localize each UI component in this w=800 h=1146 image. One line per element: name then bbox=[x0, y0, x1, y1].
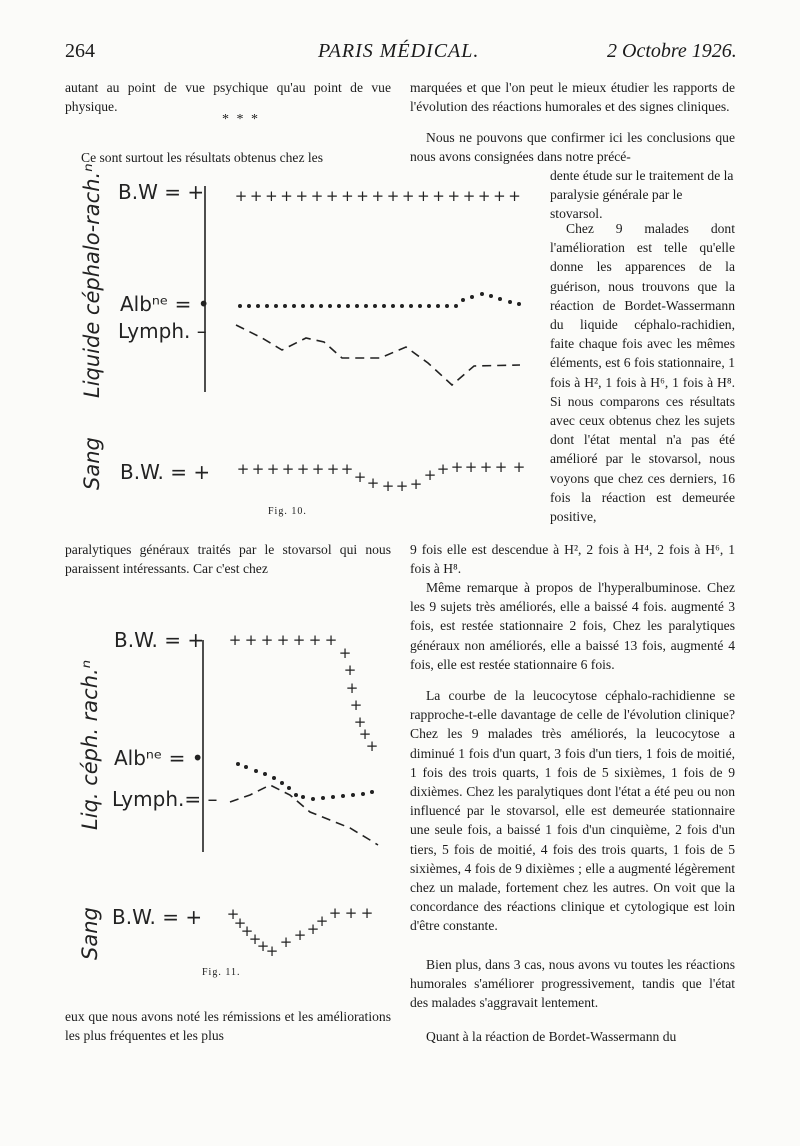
fig11-bw-blood-mark: + bbox=[265, 942, 279, 960]
right-paragraph-2a: Nous ne pouvons que confirmer ici les conclusions que nous avons consignées dans notre précé- bbox=[410, 130, 735, 165]
left-paragraph-1: autant au point de vue psychique qu'au point de vue physique. bbox=[65, 80, 391, 115]
fig10-bw-csf-mark: + bbox=[310, 187, 324, 205]
fig11-lymph-series bbox=[230, 785, 378, 845]
fig11-alb-mark bbox=[263, 772, 267, 776]
fig10-bw-csf-mark: + bbox=[462, 187, 476, 205]
fig11-alb-mark bbox=[280, 781, 284, 785]
fig10-bw-blood-mark: + bbox=[479, 458, 493, 476]
fig11-alb-mark bbox=[321, 796, 325, 800]
fig10-bw-csf-mark: + bbox=[386, 187, 400, 205]
fig10-bw-csf-mark: + bbox=[508, 187, 521, 205]
fig11-bw-csf-mark: + bbox=[365, 737, 379, 755]
fig11-bw-blood-mark: + bbox=[240, 922, 254, 940]
fig11-bw-blood-mark: + bbox=[279, 933, 293, 951]
fig11-alb-mark bbox=[351, 793, 355, 797]
fig10-bw-csf-mark: + bbox=[417, 187, 430, 205]
fig11-bw-blood-mark: + bbox=[226, 905, 240, 923]
fig10-bw-csf-mark: + bbox=[371, 187, 385, 205]
left-paragraph-3: paralytiques généraux traités par le stovarsol qui nous paraissent intéressants. Car c'est chez bbox=[65, 542, 391, 577]
fig11-bw-csf-mark: + bbox=[228, 631, 242, 649]
fig11-bw-csf-mark: + bbox=[244, 631, 258, 649]
fig11-bw-blood-mark: + bbox=[344, 904, 358, 922]
fig10-bw-csf-mark: + bbox=[493, 187, 506, 205]
fig10-bw-csf-mark: + bbox=[265, 187, 278, 205]
fig11-bw-blood-mark: + bbox=[293, 926, 307, 944]
asterism: * * * bbox=[222, 112, 260, 127]
fig10-bw-blood-mark: + bbox=[311, 460, 325, 478]
right-paragraph-5: La courbe de la leucocytose céphalo-rachidienne se rapproche-t-elle davantage de celle de l'évolution clinique? Chez les 9 malades très améliorés, la leucocytose a diminué 1 fois d'un quart, 3 fois d'un tiers, 1 fois de moitié, 1 fois des trois quarts, 1 fois de 5 sixièmes, 1 fois de 9 dixièmes. Chez les paralytiques dont l'état a été peu ou non influencé par le stovarsol, elle est demeurée stationnaire une seule fois, a baissé 1 fois d'un cinquième, 2 fois d'un tiers, 5 fois de moitié, 4 fois des trois quarts, 1 fois de 5 sixièmes, 4 fois de 9 dixièmes ; elle a augmenté légèrement chez un malade, fortement chez les autres. On voit que la concordance des réactions clinique et cytologique est loin d'être constante. bbox=[410, 688, 735, 934]
fig10-bw-blood-mark: + bbox=[409, 475, 423, 493]
fig10-bw-label: B.W = + bbox=[118, 180, 205, 204]
right-paragraph-3b: 9 fois elle est descendue à H², 2 fois à H⁴, 2 fois à H⁶, 1 fois à H⁸. bbox=[410, 542, 735, 577]
right-paragraph-2b: dente étude sur le traitement de la paralysie générale par le stovarsol. bbox=[550, 168, 734, 222]
fig11-bw-csf-mark: + bbox=[276, 631, 290, 649]
fig10-bw-csf-mark: + bbox=[432, 187, 445, 205]
fig10-bw-blood-mark: + bbox=[494, 458, 508, 476]
fig11-alb-mark bbox=[341, 794, 345, 798]
fig11-bw-csf-mark: + bbox=[324, 631, 338, 649]
fig10-bw-blood-mark: + bbox=[281, 460, 295, 478]
journal-title: PARIS MÉDICAL. bbox=[318, 40, 480, 62]
fig11-bw-csf-mark: + bbox=[292, 631, 306, 649]
fig10-sang-bw-label: B.W. = + bbox=[120, 460, 211, 484]
fig11-alb-mark bbox=[236, 762, 240, 766]
fig11-bw-csf-mark: + bbox=[308, 631, 322, 649]
fig11-bw-blood-mark: + bbox=[306, 920, 320, 938]
fig10-bw-blood-mark: + bbox=[326, 460, 340, 478]
fig11-caption: Fig. 11. bbox=[202, 967, 241, 978]
fig11-alb-mark bbox=[294, 793, 298, 797]
right-paragraph-6: Bien plus, dans 3 cas, nous avons vu toutes les réactions humorales s'améliorer progressivement, tandis que l'état des malades s'aggravait lentement. bbox=[410, 957, 735, 1011]
fig11-bw-blood-mark: + bbox=[360, 904, 374, 922]
fig11-bw-csf-mark: + bbox=[349, 696, 363, 714]
fig11-alb-series bbox=[236, 762, 374, 801]
fig10-bw-csf-mark: + bbox=[234, 187, 248, 205]
right-paragraph-7: Quant à la réaction de Bordet-Wassermann du bbox=[426, 1029, 677, 1044]
fig10-bw-blood-mark: + bbox=[236, 460, 250, 478]
fig11-bw-csf-mark: + bbox=[345, 679, 359, 697]
right-paragraph-1: marquées et que l'on peut le mieux étudier les rapports de l'évolution des réactions humorales et des signes cliniques. bbox=[410, 80, 735, 115]
fig10-bw-blood-mark: + bbox=[450, 458, 464, 476]
fig10-bw-blood-mark: + bbox=[266, 460, 280, 478]
fig10-bw-blood-mark: + bbox=[353, 468, 367, 486]
fig10-bw-blood-mark: + bbox=[464, 458, 478, 476]
fig11-alb-mark bbox=[311, 797, 315, 801]
fig11-bw-csf-mark: + bbox=[343, 661, 357, 679]
fig10-bw-csf-mark: + bbox=[401, 187, 415, 205]
right-paragraph-3: Chez 9 malades dont l'amélioration est telle qu'elle donne les apparences de la guérison, nous trouvons que la réaction de Bordet-Wassermann du liquide céphalo-rachidien, faite chaque fois avec les mêmes éléments, est 6 fois stationnaire, 1 fois à H², 1 fois à H⁶, 1 fois à H⁸. Si nous comparons ces résultats avec ceux obtenus chez les sujets dont l'état mental n'a pas été amélioré par le stovarsol, nous voyons que chez ces derniers, 16 fois la réaction est demeurée positive, bbox=[550, 221, 735, 525]
fig11-bw-csf-mark: + bbox=[358, 725, 372, 743]
fig11-alb-mark bbox=[272, 776, 276, 780]
fig11-csf-group-label: Liq. céph. rach.ⁿ bbox=[78, 659, 102, 830]
fig11-bw-blood-series bbox=[227, 904, 374, 960]
right-paragraph-4: Même remarque à propos de l'hyperalbuminose. Chez les 9 sujets très améliorés, elle a baissé 4 fois. augmenté 3 fois, est restée stationnaire 2 fois, Chez les paralytiques généraux non améliorés, elle a baissé 13 fois, augmenté 4 fois, elle est restée stationnaire 6 fois. bbox=[410, 580, 735, 672]
fig10-bw-blood-mark: + bbox=[423, 466, 437, 484]
fig11-bw-csf-mark: + bbox=[353, 713, 367, 731]
fig11-blood-label: Sang bbox=[78, 907, 102, 960]
left-paragraph-2: Ce sont surtout les résultats obtenus chez les bbox=[81, 150, 323, 165]
fig11-alb-mark bbox=[287, 786, 291, 790]
fig10-bw-csf-mark: + bbox=[356, 187, 369, 205]
fig11-alb-mark bbox=[244, 765, 248, 769]
left-paragraph-4: eux que nous avons noté les rémissions et les améliorations les plus fréquentes et les plus bbox=[65, 1009, 391, 1044]
fig10-blood-label: Sang bbox=[80, 437, 104, 490]
fig10-lymph-label: Lymph. – bbox=[118, 319, 207, 343]
fig10-bw-blood-mark: + bbox=[366, 474, 380, 492]
fig10-alb-label: Albⁿᵉ = • bbox=[120, 292, 210, 316]
fig11-alb-mark bbox=[254, 769, 258, 773]
fig10-bw-blood-mark: + bbox=[251, 460, 265, 478]
fig10-bw-blood-mark: + bbox=[340, 460, 354, 478]
fig11-alb-mark bbox=[331, 795, 335, 799]
fig11-bw-blood-mark: + bbox=[256, 937, 270, 955]
fig10-bw-csf-mark: + bbox=[447, 187, 461, 205]
fig10-bw-csf-mark: + bbox=[249, 187, 263, 205]
fig11-alb-label: Albⁿᵉ = • bbox=[114, 746, 204, 770]
fig10-bw-csf-mark: + bbox=[341, 187, 354, 205]
fig11-bw-csf-mark: + bbox=[338, 644, 352, 662]
fig11-bw-csf-mark: + bbox=[260, 631, 274, 649]
page-number: 264 bbox=[65, 40, 95, 62]
fig10-bw-blood-mark: + bbox=[395, 477, 409, 495]
fig11-bw-blood-mark: + bbox=[315, 912, 329, 930]
fig11-bw-blood-mark: + bbox=[233, 914, 247, 932]
fig10-bw-csf-mark: + bbox=[325, 187, 339, 205]
fig10-bw-csf-mark: + bbox=[280, 187, 293, 205]
fig10-csf-group-label: Liquide céphalo-rach.ⁿ bbox=[80, 163, 104, 398]
fig10-bw-csf-mark: + bbox=[477, 187, 491, 205]
fig11-bw-label: B.W. = + bbox=[114, 628, 205, 652]
fig11-lymph-label: Lymph.= – bbox=[112, 787, 218, 811]
fig11-alb-mark bbox=[370, 790, 374, 794]
fig10-bw-blood-mark: + bbox=[436, 460, 450, 478]
fig10-bw-blood-mark: + bbox=[381, 477, 395, 495]
fig11-alb-mark bbox=[361, 792, 365, 796]
fig10-bw-blood-mark: + bbox=[512, 458, 526, 476]
issue-date: 2 Octobre 1926. bbox=[607, 40, 737, 62]
fig11-alb-mark bbox=[301, 795, 305, 799]
fig11-sang-bw-label: B.W. = + bbox=[112, 905, 203, 929]
fig11-bw-blood-mark: + bbox=[328, 904, 342, 922]
fig10-bw-csf-mark: + bbox=[295, 187, 309, 205]
fig10-caption: Fig. 10. bbox=[268, 506, 307, 517]
fig11-bw-blood-mark: + bbox=[248, 930, 262, 948]
fig10-bw-blood-mark: + bbox=[296, 460, 310, 478]
fig11-bw-csf-series bbox=[229, 631, 379, 755]
